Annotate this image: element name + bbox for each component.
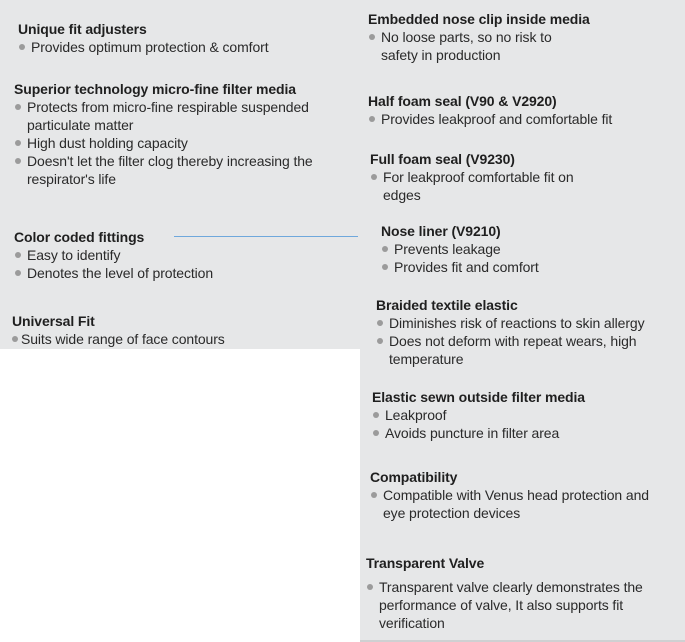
- feature-title: Half foam seal (V90 & V2920): [368, 93, 557, 109]
- feature-bullet: [14, 98, 362, 134]
- bullet-text: Denotes the level of protection: [27, 265, 214, 281]
- bullet-dot-icon: [15, 270, 21, 276]
- bullet-text: Provides optimum protection & comfort: [31, 39, 269, 55]
- feature-half-foam-seal: [368, 92, 680, 128]
- feature-title: Compatibility: [370, 469, 458, 485]
- feature-elastic-sewn-outside: [372, 388, 672, 442]
- feature-embedded-nose-clip: [368, 10, 668, 64]
- feature-bullet: [14, 264, 214, 282]
- feature-title: Unique fit adjusters: [18, 21, 147, 37]
- bullet-text: Doesn't let the filter clog thereby increasing the respirator's life: [27, 153, 313, 187]
- bullet-dot-icon: [369, 34, 375, 40]
- feature-bullet: [376, 314, 685, 332]
- bullet-text: For leakproof comfortable fit on edges: [383, 169, 574, 203]
- bullet-dot-icon: [15, 104, 21, 110]
- feature-bullet: [381, 240, 671, 258]
- bullet-text: Transparent valve clearly demonstrates the performance of valve, It also supports fit verification: [379, 579, 643, 631]
- bullet-dot-icon: [19, 44, 25, 50]
- bullet-text: Provides leakproof and comfortable fit: [381, 111, 613, 127]
- feature-bullet: [370, 486, 670, 522]
- feature-bullet: [14, 152, 362, 188]
- feature-title: Universal Fit: [12, 313, 95, 329]
- feature-bullet: [370, 168, 670, 204]
- feature-bullet: [376, 332, 685, 368]
- bullet-dot-icon: [371, 492, 377, 498]
- feature-title: Full foam seal (V9230): [370, 151, 515, 167]
- feature-title: Transparent Valve: [366, 555, 485, 571]
- feature-universal-fit: [12, 312, 352, 348]
- bullet-text: Does not deform with repeat wears, high temperature: [389, 333, 637, 367]
- feature-bullet: [366, 578, 666, 632]
- feature-bullet: [18, 38, 348, 56]
- bullet-dot-icon: [15, 140, 21, 146]
- bullet-dot-icon: [373, 430, 379, 436]
- feature-title: Braided textile elastic: [376, 297, 518, 313]
- connector-line: [174, 236, 358, 237]
- feature-unique-fit-adjusters: [18, 20, 348, 56]
- bullet-dot-icon: [367, 584, 373, 590]
- feature-bullet: [368, 110, 680, 128]
- feature-bullet: [14, 134, 362, 152]
- bullet-text: Compatible with Venus head protection and eye protection devices: [383, 487, 649, 521]
- feature-title: Superior technology micro-fine filter media: [14, 81, 296, 97]
- bullet-text: Easy to identify: [27, 247, 121, 263]
- feature-bullet: [372, 406, 672, 424]
- bullet-text: High dust holding capacity: [27, 135, 188, 151]
- feature-compatibility: [370, 468, 670, 522]
- feature-title: Nose liner (V9210): [381, 223, 501, 239]
- feature-bullet: [14, 246, 174, 264]
- bullet-dot-icon: [382, 246, 388, 252]
- bullet-dot-icon: [377, 338, 383, 344]
- feature-braided-textile-elastic: [376, 296, 685, 368]
- feature-bullet: [368, 28, 668, 64]
- bullet-dot-icon: [12, 336, 18, 342]
- bullet-dot-icon: [369, 116, 375, 122]
- feature-bullet: [12, 330, 352, 348]
- bullet-dot-icon: [382, 264, 388, 270]
- bullet-dot-icon: [15, 158, 21, 164]
- feature-title: Embedded nose clip inside media: [368, 11, 590, 27]
- feature-title: Elastic sewn outside filter media: [372, 389, 585, 405]
- feature-full-foam-seal: [370, 150, 670, 204]
- feature-color-coded-fittings: [14, 228, 214, 282]
- feature-micro-fine-filter-media: [14, 80, 362, 188]
- bullet-dot-icon: [377, 320, 383, 326]
- bullet-text: Provides fit and comfort: [394, 259, 539, 275]
- bullet-text: No loose parts, so no risk to safety in production: [381, 29, 552, 63]
- feature-nose-liner: [381, 222, 671, 276]
- bullet-text: Suits wide range of face contours: [21, 331, 225, 347]
- bullet-dot-icon: [373, 412, 379, 418]
- feature-bullet: [381, 258, 671, 276]
- bullet-text: Diminishes risk of reactions to skin allergy: [389, 315, 645, 331]
- bullet-text: Protects from micro-fine respirable suspended particulate matter: [27, 99, 309, 133]
- bullet-text: Leakproof: [385, 407, 447, 423]
- bullet-text: Avoids puncture in filter area: [385, 425, 560, 441]
- feature-bullet: [372, 424, 672, 442]
- feature-title: Color coded fittings: [14, 229, 145, 245]
- feature-transparent-valve: [366, 554, 666, 632]
- bullet-text: Prevents leakage: [394, 241, 501, 257]
- bullet-dot-icon: [15, 252, 21, 258]
- bullet-dot-icon: [371, 174, 377, 180]
